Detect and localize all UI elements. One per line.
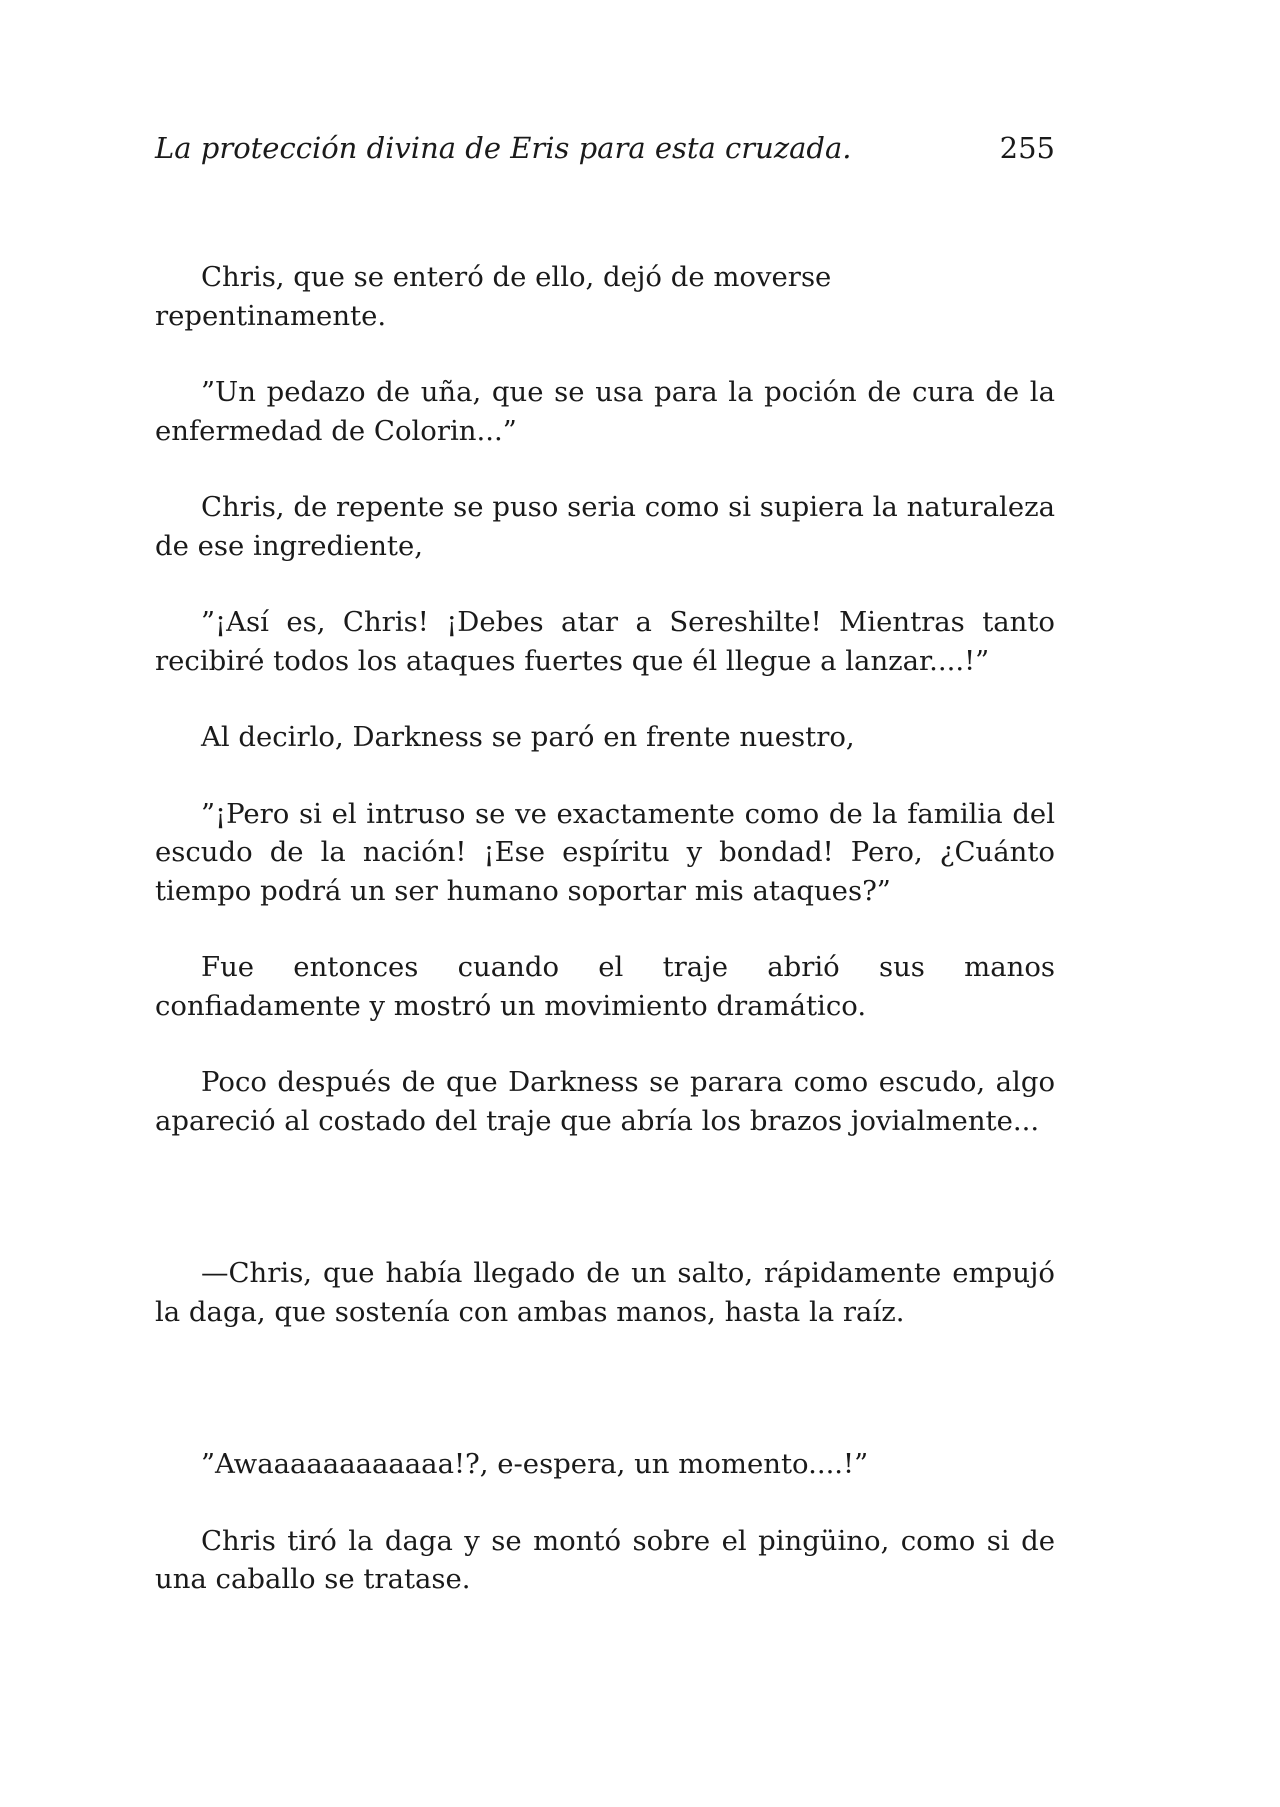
paragraph-3: Chris, de repente se puso seria como si supiera la naturaleza de ese ingrediente, [155,491,1055,562]
body-text [155,258,1055,1637]
paragraph-9: —Chris, que había llegado de un salto, rápidamente empujó la daga, que sostenía con ambas manos, hasta la raíz. [155,1257,1055,1328]
paragraph-2: ”Un pedazo de uña, que se usa para la poción de cura de la enfermedad de Colorin...” [155,376,1055,447]
paragraph-4: ”¡Así es, Chris! ¡Debes atar a Sereshilte! Mientras tanto recibiré todos los ataques fuertes que él llegue a lanzar....!” [155,606,1055,677]
running-header [155,128,1055,168]
paragraph-6: ”¡Pero si el intruso se ve exactamente como de la familia del escudo de la nación! ¡Ese espíritu y bondad! Pero, ¿Cuánto tiempo podrá un ser humano soportar mis ataques?” [155,797,1055,907]
paragraph-10: ”Awaaaaaaaaaaaa!?, e-espera, un momento....!” [201,1448,869,1480]
paragraph-7: Fue entonces cuando el traje abrió sus manos confiadamente y mostró un movimiento dramático. [155,951,1055,1022]
paragraph-5: Al decirlo, Darkness se paró en frente nuestro, [201,721,855,753]
paragraph-11: Chris tiró la daga y se montó sobre el pingüino, como si de una caballo se tratase. [155,1524,1055,1595]
paragraph-1: Chris, que se enteró de ello, dejó de moverse repentinamente. [155,261,832,332]
page-number: 255 [999,131,1055,165]
paragraph-8: Poco después de que Darkness se parara como escudo, algo apareció al costado del traje que abría los brazos jovialmente... [155,1066,1055,1137]
running-title: La protección divina de Eris para esta cruzada. [155,131,852,165]
